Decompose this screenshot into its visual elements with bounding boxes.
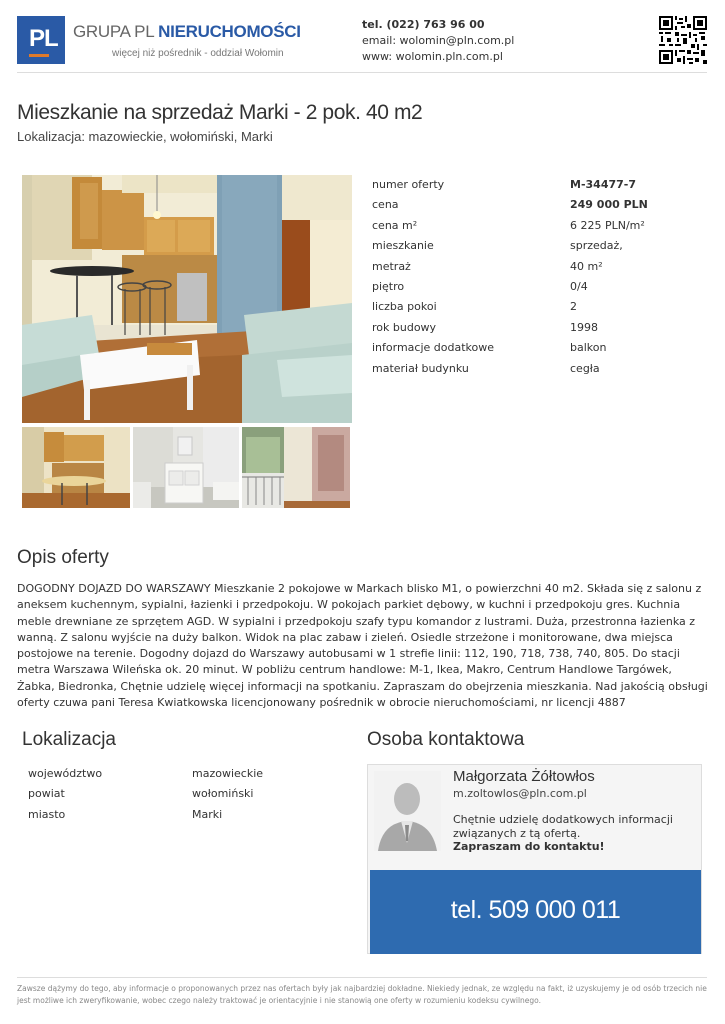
property-row: rok budowy 1998 — [372, 320, 598, 334]
main-photo[interactable] — [22, 175, 352, 423]
property-row: cena m² 6 225 PLN/m² — [372, 218, 645, 232]
property-row: cena 249 000 PLN — [372, 198, 648, 212]
description-heading: Opis oferty — [17, 547, 109, 568]
brand-tagline: więcej niż pośrednik - oddział Wołomin — [112, 48, 284, 59]
office-phone[interactable]: tel. (022) 763 96 00 — [362, 18, 485, 31]
agent-name: Małgorzata Żółtowłos — [453, 768, 595, 785]
contact-cta: Zapraszam do kontaktu! — [453, 840, 605, 853]
property-row: materiał budynku cegła — [372, 361, 600, 375]
listing-location: Lokalizacja: mazowieckie, wołomiński, Marki — [17, 129, 273, 144]
avatar — [374, 771, 441, 851]
header-divider — [17, 72, 707, 73]
offer-number: M-34477-7 — [570, 178, 636, 191]
location-details — [28, 767, 358, 828]
page-title: Mieszkanie na sprzedaż Marki - 2 pok. 40 m2 — [17, 101, 423, 124]
property-row: liczba pokoi 2 — [372, 300, 577, 314]
property-row: piętro 0/4 — [372, 279, 588, 293]
thumbnail-kitchen[interactable] — [22, 427, 130, 508]
property-details — [372, 178, 702, 382]
contact-heading: Osoba kontaktowa — [367, 729, 525, 750]
location-heading: Lokalizacja — [22, 729, 116, 750]
property-row: numer oferty M-34477-7 — [372, 178, 636, 191]
agent-phone[interactable]: tel. 509 000 011 — [450, 896, 621, 924]
location-row: powiat wołomiński — [28, 787, 254, 801]
price-per-m2: 6 225 PLN/m² — [570, 218, 645, 232]
property-row: informacje dodatkowe balkon — [372, 341, 607, 355]
property-row: mieszkanie sprzedaż, — [372, 239, 623, 253]
office-contact — [362, 17, 514, 65]
qr-code-icon — [659, 16, 707, 64]
agent-card — [367, 764, 702, 954]
agent-phone-band[interactable] — [370, 870, 701, 954]
property-row: metraż 40 m² — [372, 259, 603, 273]
footer-disclaimer: Zawsze dążymy do tego, aby informacje o proponowanych przez nas ofertach były jak najbardziej dokładne. Niekiedy jednak, ze względu na fakt, iż uzyskujemy je od osób trzecich nie jest możliwe ich zweryfikowanie, wobec czego należy traktować je orientacyjnie i nie stanowią one oferty w rozumieniu kodeksu cywilnego. — [17, 984, 707, 1005]
description-text: DOGODNY DOJAZD DO WARSZAWY Mieszkanie 2 pokojowe w Markach blisko M1, o powierzchni 40 m2. Składa się z salonu z aneksem kuchennym, sypialni, łazienki i przedpokoju. W pokojach parkiet dębowy, w kuchni i przedpokoju gres. Kuchnia meble drewniane ze sprzętem AGD. W sypialni i przedpokoju szafy typu komandor z lustrami. Duża, przestronna łazienka z wanną. Z salonu wyjście na duży balkon. Widok na plac zabaw i zieleń. Osiedle strzeżone i monitorowane, dwa miejsca postojowe na terenie. Dogodny dojazd do Warszawy autobusami w 1 strefie linii: 112, 190, 718, 738, 740, 805. Do stacji metra Warszawa Wileńska ok. 20 minut. W pobliżu centrum handlowe: M-1, Ikea, Makro, Centrum Handlowe Targówek, Żabka, Biedronka, Chętnie udzielę więcej informacji na spotkaniu. Zapraszam do obejrzenia mieszkania. Nad jakością obsługi oferty czuwa pani Teresa Kwiatkowska licencjonowany pośrednik w obrocie nieruchomościami, nr licencji 4887 — [17, 582, 708, 710]
page-header — [17, 16, 707, 72]
agent-email[interactable]: m.zoltowlos@pln.com.pl — [453, 787, 587, 800]
thumbnail-bathroom[interactable] — [133, 427, 239, 508]
price: 249 000 PLN — [570, 198, 648, 212]
thumbnail-balcony[interactable] — [242, 427, 350, 508]
location-row: miasto Marki — [28, 807, 223, 821]
footer-divider — [17, 977, 707, 978]
agent-message: Chętnie udzielę dodatkowych informacji związanych z tą ofertą. Zapraszam do kontaktu! — [453, 813, 693, 854]
office-email[interactable]: email: wolomin@pln.com.pl — [362, 34, 515, 47]
office-website[interactable]: www: wolomin.pln.com.pl — [362, 50, 503, 63]
brand-name[interactable]: GRUPA PL NIERUCHOMOŚCI — [73, 22, 301, 41]
location-row: województwo mazowieckie — [28, 767, 264, 780]
pl-logo-icon[interactable]: PL — [17, 16, 65, 64]
